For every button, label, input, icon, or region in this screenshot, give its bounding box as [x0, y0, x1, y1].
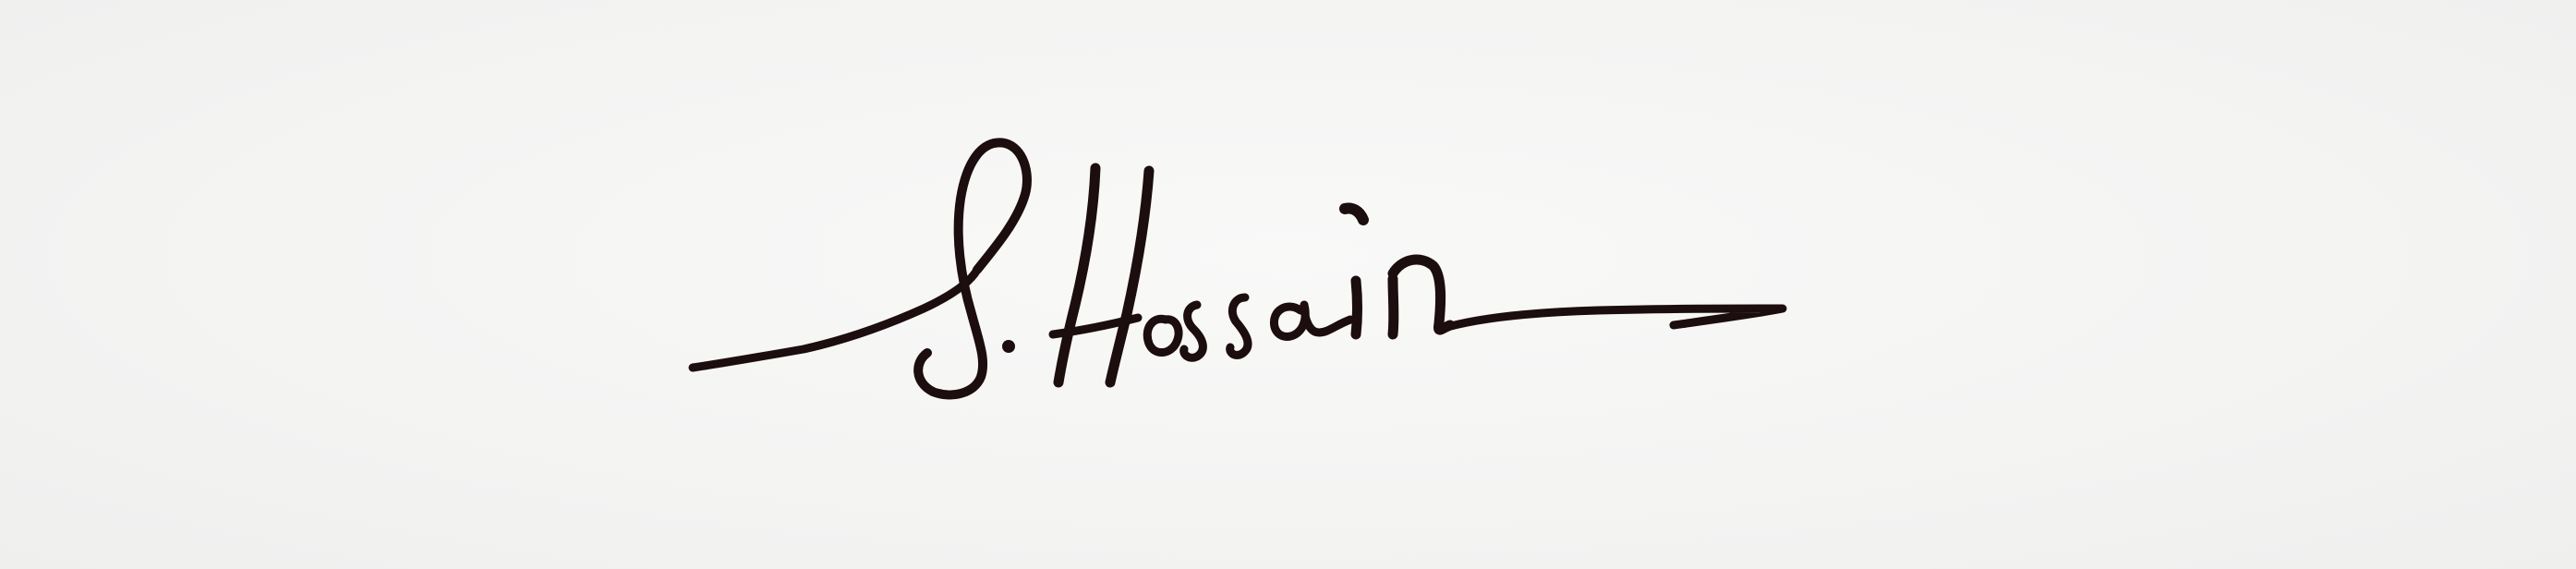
signature-period-dot [1002, 340, 1015, 353]
signature-letter-n [1393, 260, 1450, 334]
signature-trailing-flourish [1441, 309, 1783, 329]
signature-lead-in-stroke [693, 270, 977, 368]
signature-letter-o [1147, 319, 1179, 352]
signature-letter-s-second [1230, 297, 1248, 355]
signature-letter-i-dot [1345, 209, 1363, 221]
signature-letter-s [918, 142, 1027, 394]
signature-letter-h-left-stem [1058, 168, 1095, 382]
signature-letter-a [1274, 305, 1350, 337]
signature-letter-h-right-stem [1110, 171, 1149, 382]
signature-letter-s-first [1184, 305, 1203, 357]
signature-letter-i [1356, 281, 1358, 334]
